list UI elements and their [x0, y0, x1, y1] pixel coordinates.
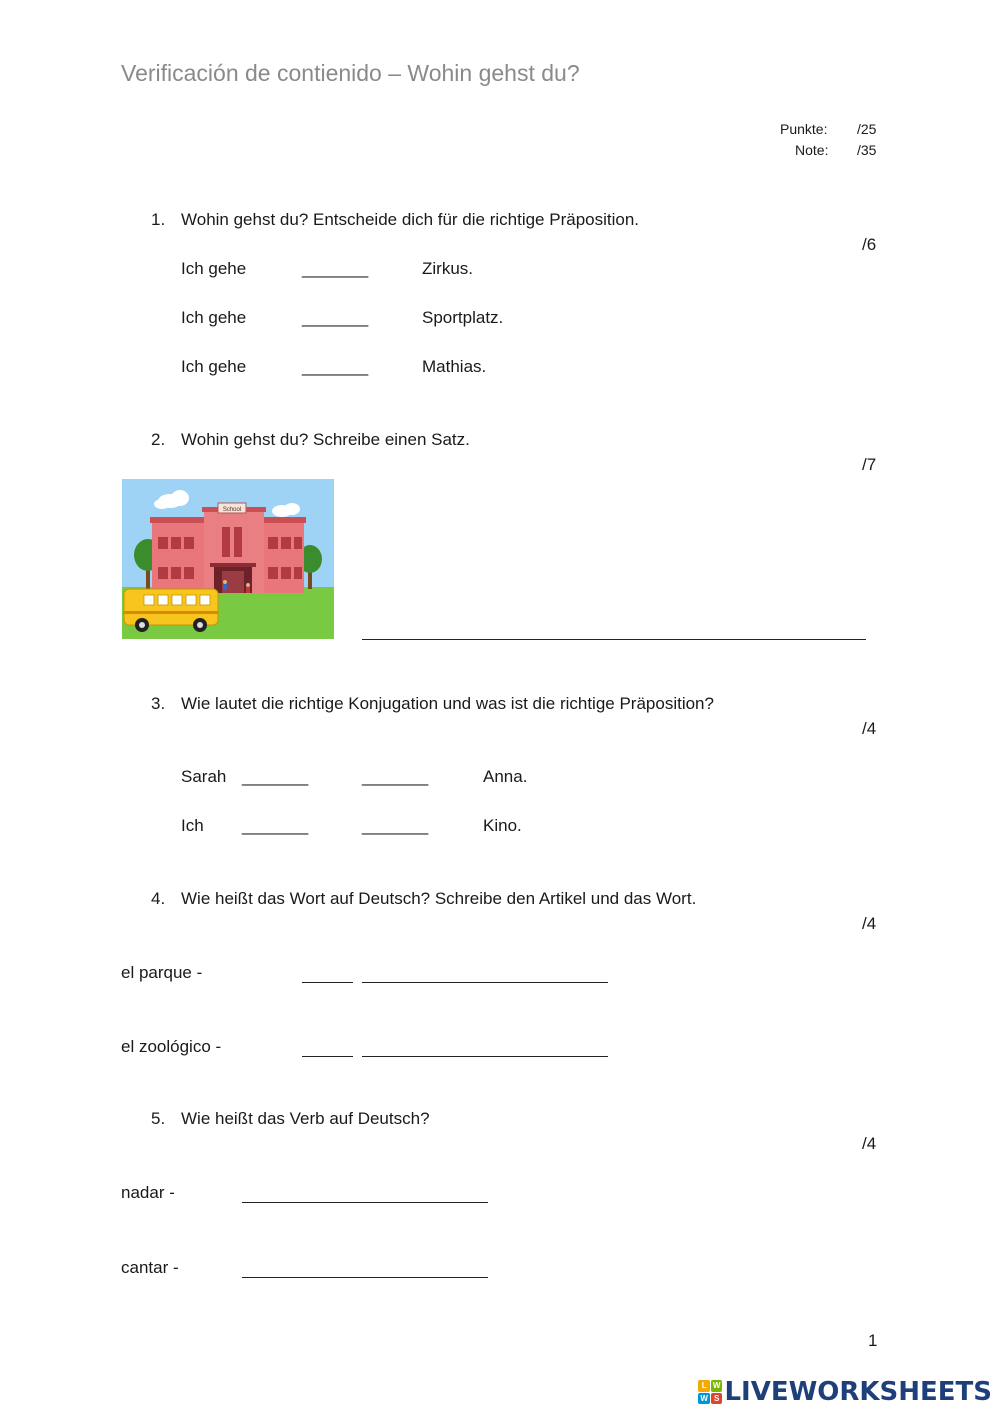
q1-row3-start: Ich gehe: [181, 357, 247, 376]
q1-row3-blank[interactable]: _______: [302, 357, 369, 376]
note-label: Note:: [795, 142, 829, 158]
q1-row1-start: Ich gehe: [181, 259, 247, 278]
q3-row2-subject: Ich: [181, 816, 204, 835]
school-sign-label: School: [222, 507, 242, 513]
logo-mark-icon: [698, 1380, 722, 1404]
q5-number: 5.: [151, 1109, 166, 1128]
q1-row2-blank[interactable]: _______: [302, 308, 369, 327]
q4-row1-label: el parque -: [121, 963, 203, 982]
q5-row2-answer-line[interactable]: [242, 1277, 488, 1278]
q5-row1-label: nadar -: [121, 1183, 175, 1202]
q4-text: Wie heißt das Wort auf Deutsch? Schreibe den Artikel und das Wort.: [181, 889, 697, 908]
q4-number: 4.: [151, 889, 166, 908]
q4-points: /4: [862, 914, 877, 933]
punkte-value: /25: [857, 121, 877, 137]
q4-row1-article-line[interactable]: [302, 982, 353, 983]
q3-row2-blank2[interactable]: _______: [362, 816, 429, 835]
note-value: /35: [857, 142, 877, 158]
q2-number: 2.: [151, 430, 166, 449]
q1-row2-end: Sportplatz.: [422, 308, 504, 327]
q3-row1-blank1[interactable]: _______: [242, 767, 309, 786]
q1-number: 1.: [151, 210, 166, 229]
q4-row2-word-line[interactable]: [362, 1056, 608, 1057]
q3-row2-blank1[interactable]: _______: [242, 816, 309, 835]
logo-mark-letter-1: L: [698, 1380, 710, 1392]
q1-row3-end: Mathias.: [422, 357, 487, 376]
page-number: 1: [868, 1331, 878, 1350]
q3-text: Wie lautet die richtige Konjugation und was ist die richtige Präposition?: [181, 694, 714, 713]
q4-row1-word-line[interactable]: [362, 982, 608, 983]
q2-text: Wohin gehst du? Schreibe einen Satz.: [181, 430, 470, 449]
q5-text: Wie heißt das Verb auf Deutsch?: [181, 1109, 430, 1128]
q2-points: /7: [862, 455, 877, 474]
q3-row2-end: Kino.: [483, 816, 522, 835]
q1-row2-start: Ich gehe: [181, 308, 247, 327]
q5-row2-label: cantar -: [121, 1258, 179, 1277]
q1-points: /6: [862, 235, 877, 254]
logo-mark-letter-3: W: [700, 1393, 708, 1403]
q3-points: /4: [862, 719, 877, 738]
q4-row2-article-line[interactable]: [302, 1056, 353, 1057]
q3-number: 3.: [151, 694, 166, 713]
q4-row2-label: el zoológico -: [121, 1037, 222, 1056]
q1-row1-end: Zirkus.: [422, 259, 473, 278]
q5-row1-answer-line[interactable]: [242, 1202, 488, 1203]
logo-mark-letter-2: W: [712, 1381, 721, 1390]
q1-row1-blank[interactable]: _______: [302, 259, 369, 278]
q5-points: /4: [862, 1134, 877, 1153]
school-illustration: [122, 479, 334, 639]
q1-text: Wohin gehst du? Entscheide dich für die richtige Präposition.: [181, 210, 640, 229]
punkte-label: Punkte:: [780, 121, 828, 137]
liveworksheets-logo: [698, 1377, 992, 1407]
q2-answer-line[interactable]: [362, 639, 866, 640]
logo-text: LIVEWORKSHEETS: [724, 1377, 992, 1407]
q3-row1-end: Anna.: [483, 767, 528, 786]
q3-row1-blank2[interactable]: _______: [362, 767, 429, 786]
page-title: Verificación de contienido – Wohin gehst du?: [121, 60, 580, 86]
logo-mark-letter-4: S: [711, 1393, 723, 1405]
q3-row1-subject: Sarah: [181, 767, 227, 786]
